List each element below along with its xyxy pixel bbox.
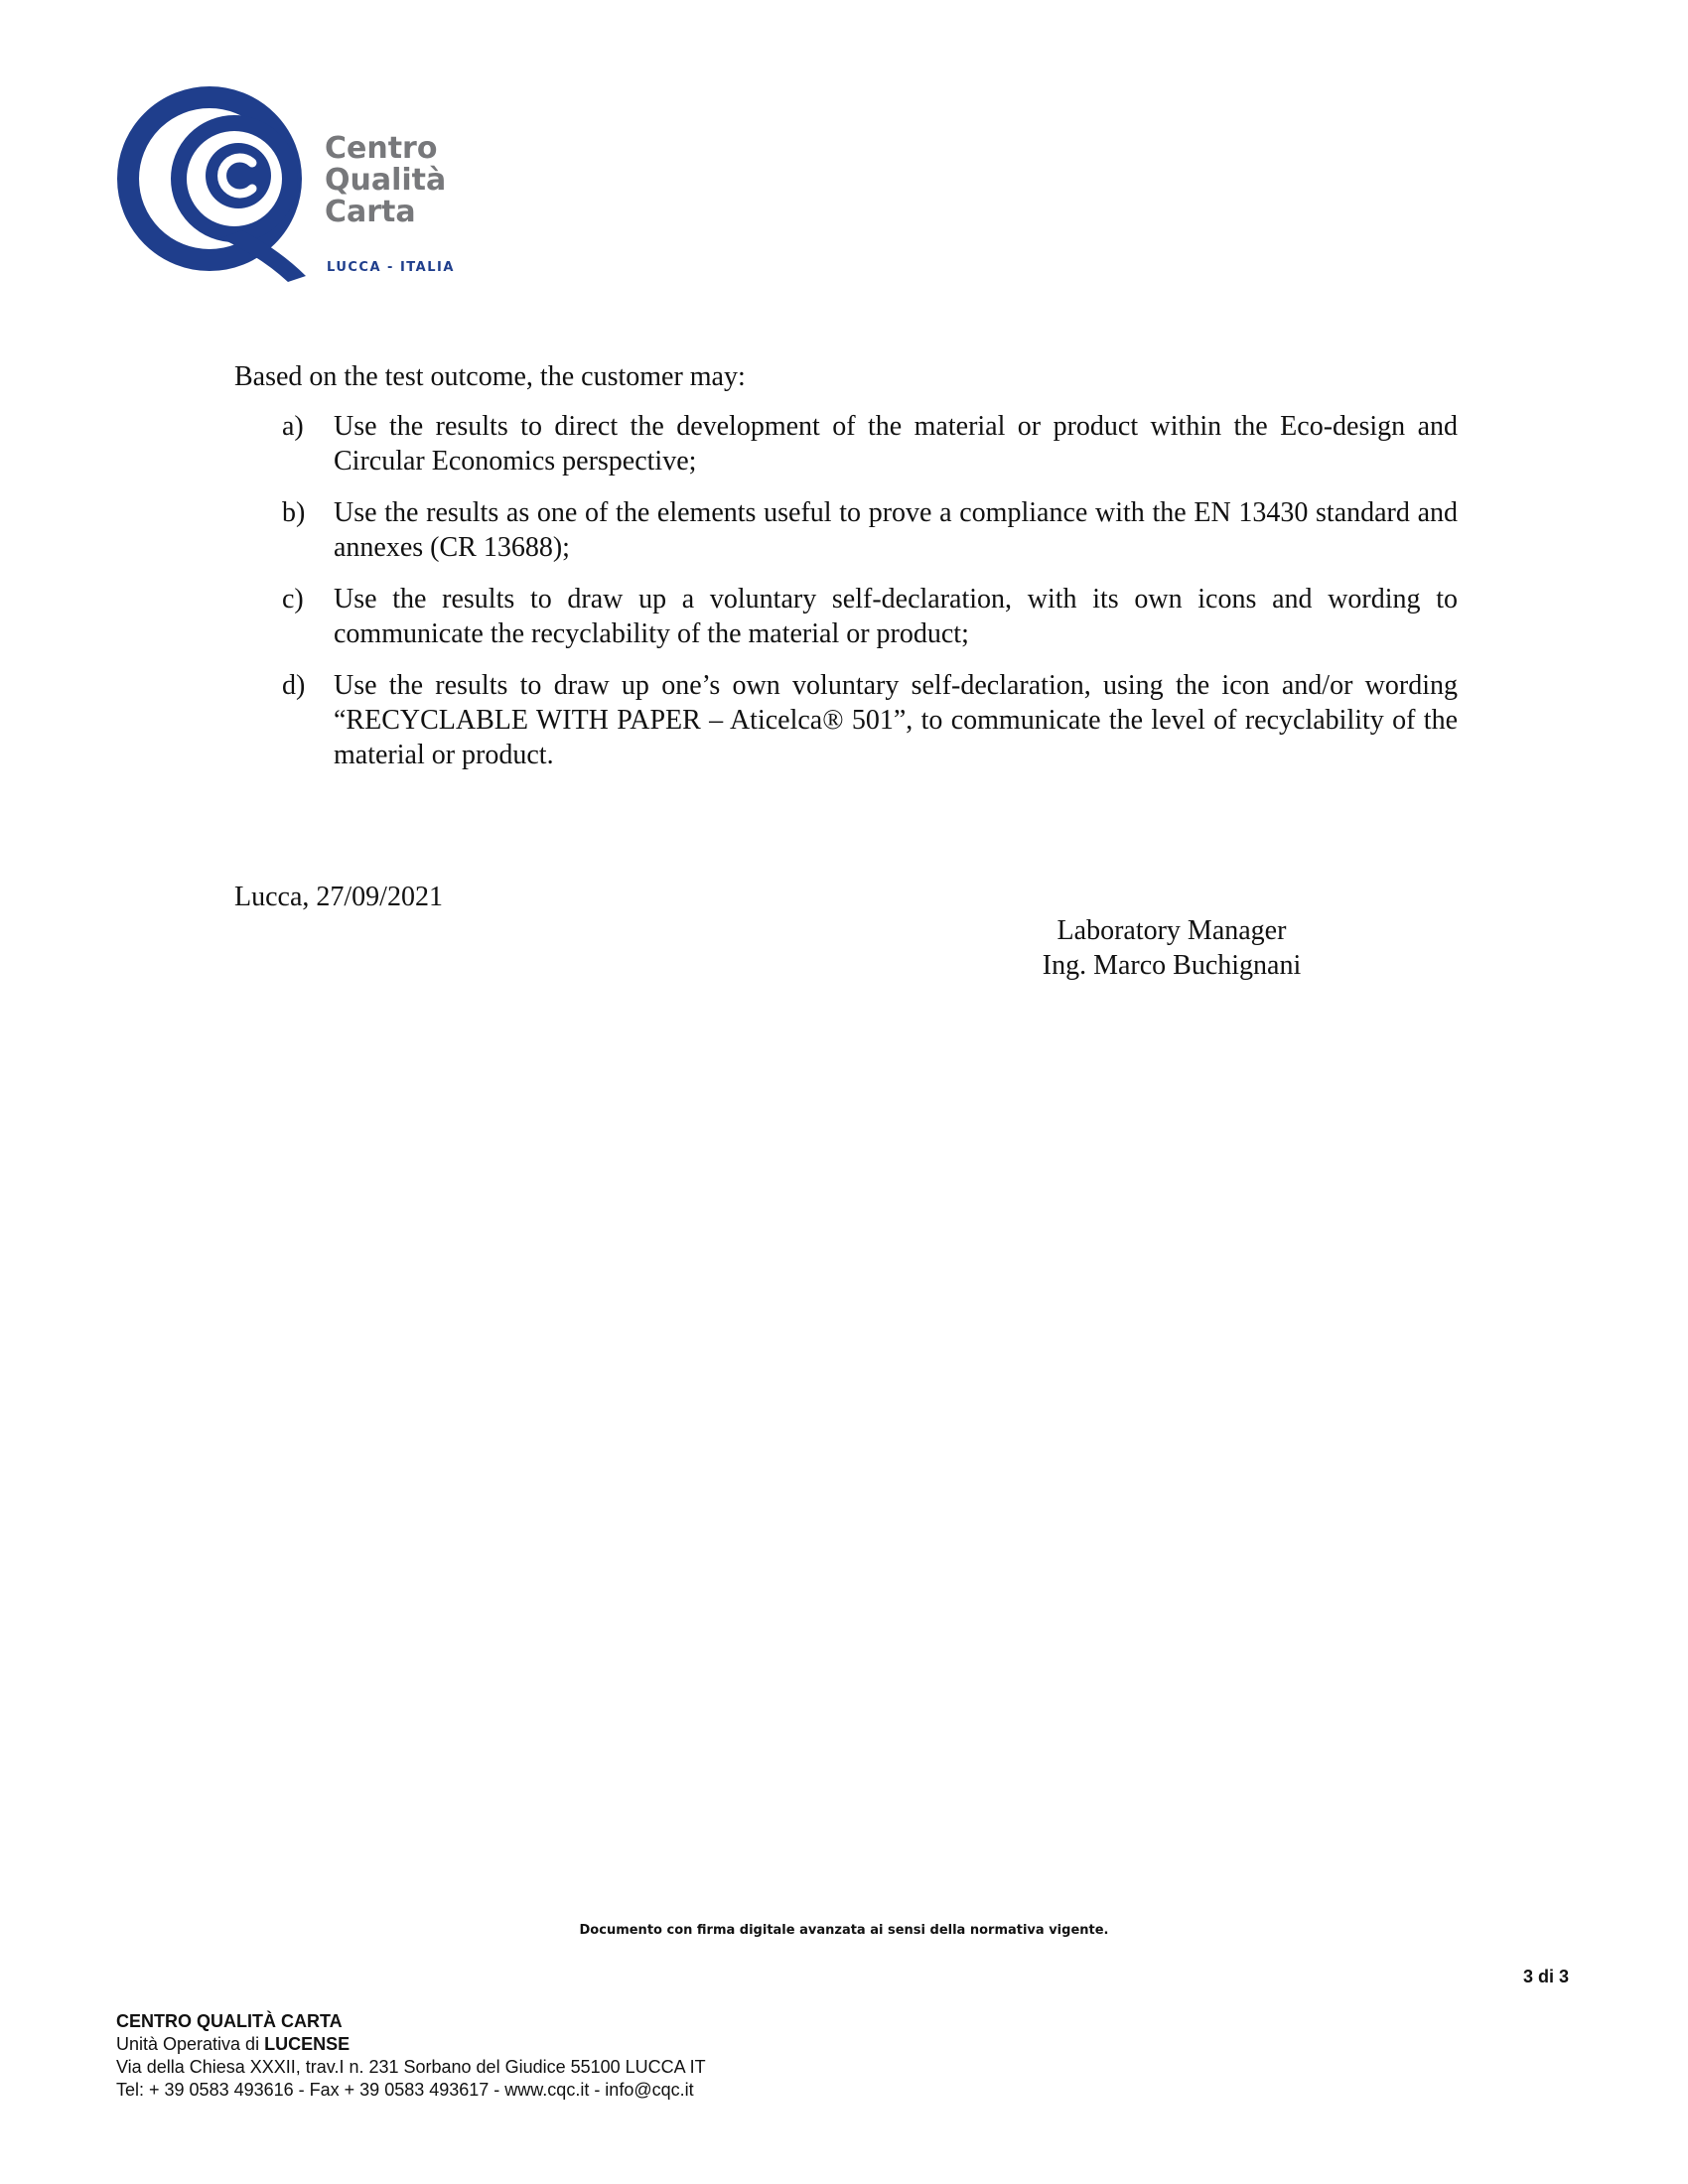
signature-block [993, 913, 1350, 983]
digital-signature-note: Documento con firma digitale avanzata ai sensi della normativa vigente. [579, 1923, 1109, 1938]
footer-company: CENTRO QUALITÀ CARTA [116, 2011, 343, 2031]
place-date: Lucca, 27/09/2021 [234, 882, 443, 912]
list-item [282, 409, 1458, 478]
signatory-name: Ing. Marco Buchignani [1042, 950, 1302, 981]
list-item-text: Use the results to direct the development of the material or product within the Eco-design and Circular Economics perspective; [334, 411, 1458, 477]
list-item-marker: c) [282, 584, 304, 614]
footer-unit [116, 2033, 1010, 2056]
list-item-marker: d) [282, 670, 306, 701]
logo-name-line: Qualità [325, 163, 447, 198]
logo-name-line: Carta [325, 195, 416, 229]
cqc-logo-icon [111, 79, 320, 288]
page-number: 3 di 3 [1522, 1967, 1569, 1986]
options-list [282, 409, 1458, 789]
logo-city: LUCCA - ITALIA [327, 260, 455, 275]
footer [116, 2010, 1010, 2102]
footer-unit-name: LUCENSE [264, 2034, 351, 2054]
list-item-marker: b) [282, 497, 306, 528]
intro-text: Based on the test outcome, the customer may: [234, 361, 746, 392]
list-item-marker: a) [282, 411, 304, 442]
signatory-role: Laboratory Manager [1056, 915, 1287, 946]
logo-name-line: Centro [325, 131, 438, 166]
footer-unit-prefix: Unità Operativa di [116, 2034, 265, 2054]
list-item [282, 495, 1458, 565]
footer-address: Via della Chiesa XXXII, trav.I n. 231 Sorbano del Giudice 55100 LUCCA IT [116, 2057, 706, 2077]
list-item-text: Use the results to draw up a voluntary self-declaration, with its own icons and wording to communicate the recyclability of the material or product; [334, 584, 1458, 649]
list-item [282, 582, 1458, 651]
company-logo [111, 79, 469, 288]
footer-contacts: Tel: + 39 0583 493616 - Fax + 39 0583 493617 - www.cqc.it - info@cqc.it [116, 2080, 694, 2100]
logo-name [325, 133, 446, 228]
list-item-text: Use the results as one of the elements useful to prove a compliance with the EN 13430 standard and annexes (CR 13688); [334, 497, 1458, 563]
list-item [282, 668, 1458, 772]
list-item-text: Use the results to draw up one’s own voluntary self-declaration, using the icon and/or wording “RECYCLABLE WITH PAPER – Aticelca® 501”, to communicate the level of recyclability of the material or product. [334, 670, 1458, 770]
